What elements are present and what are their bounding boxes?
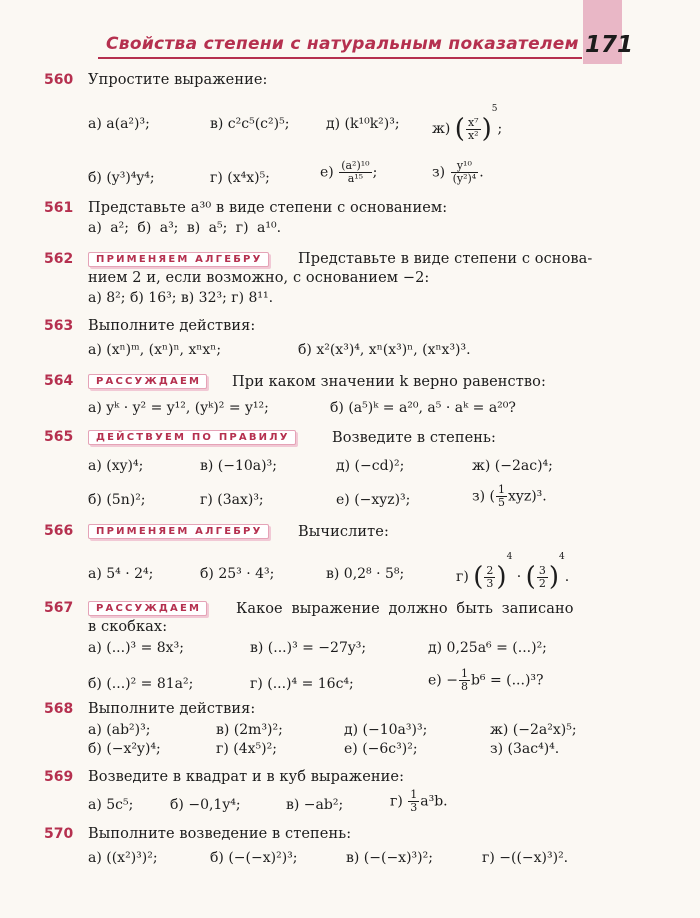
problem-text: Представьте в виде степени с основа- (298, 251, 593, 267)
item: а) (xⁿ)ᵐ, (xⁿ)ⁿ, xⁿxⁿ; (88, 342, 222, 358)
item: а) (...)³ = 8x³; (88, 640, 184, 656)
item-fraction: з) $\frac{\text{y¹⁰}}{\text{(y²)⁴}}$ . (432, 159, 484, 185)
problem-number: 560 (44, 72, 74, 88)
problem-number: 570 (44, 826, 74, 842)
item: б) (−x²y)⁴; (88, 741, 161, 757)
item: ж) (−2ac)⁴; (472, 458, 553, 474)
items-row: а) 8²; б) 16³; в) 32³; г) 8¹¹. (88, 290, 274, 306)
item-fraction: е) − $\frac{1}{8}$ b⁶ = (...)³? (428, 667, 544, 693)
section-tag: ДЕЙСТВУЕМ ПО ПРАВИЛУ (88, 430, 296, 445)
item: в) (2m³)²; (216, 722, 283, 738)
section-tag: РАССУЖДАЕМ (88, 374, 207, 389)
item: г) −((−x)³)². (482, 850, 569, 866)
item: б) (a⁵)ᵏ = a²⁰, a⁵ · aᵏ = a²⁰? (330, 400, 516, 416)
item: б) 25³ · 4³; (200, 566, 275, 582)
problem-text: в скобках: (88, 619, 168, 635)
problem-number: 561 (44, 200, 74, 216)
problem-text: Упростите выражение: (88, 72, 268, 88)
problem-text: нием 2 и, если возможно, с основанием −2: (88, 270, 430, 286)
item: б) (−(−x)²)³; (210, 850, 298, 866)
problem-number: 569 (44, 769, 74, 785)
item: з) (3ac⁴)⁴. (490, 741, 560, 757)
item: а) (ab²)³; (88, 722, 151, 738)
item: г) (4x⁵)²; (216, 741, 277, 757)
section-tag: РАССУЖДАЕМ (88, 601, 207, 616)
page-header (0, 0, 700, 64)
item: в) (−10a)³; (200, 458, 277, 474)
problem-number: 562 (44, 251, 74, 267)
item: б) x²(x³)⁴, xⁿ(x³)ⁿ, (xⁿx³)³. (298, 342, 471, 358)
item: д) (−10a³)³; (344, 722, 428, 738)
items-row: а) a²; б) a³; в) a⁵; г) a¹⁰. (88, 220, 282, 236)
page-number: 171 (585, 32, 634, 58)
problem-text: При каком значении k верно равенство: (232, 374, 546, 390)
header-title: Свойства степени с натуральным показателем (106, 34, 579, 54)
section-tag: ПРИМЕНЯЕМ АЛГЕБРУ (88, 252, 269, 267)
item: а) yᵏ · y² = y¹², (yᵏ)² = y¹²; (88, 400, 269, 416)
item: а) 5c⁵; (88, 797, 134, 813)
item: д) 0,25a⁶ = (...)²; (428, 640, 547, 656)
item: д) (−cd)²; (336, 458, 405, 474)
problem-number: 563 (44, 318, 74, 334)
problem-text: Выполните возведение в степень: (88, 826, 352, 842)
problem-number: 567 (44, 600, 74, 616)
item-fraction: ж) ( $\frac{\text{x⁷}}{\text{x²}}$ )$^5$; (432, 104, 503, 144)
problem-number: 565 (44, 429, 74, 445)
problem-text: Выполните действия: (88, 701, 256, 717)
item: г) (...)⁴ = 16c⁴; (250, 676, 354, 692)
item: в) (−(−x)³)²; (346, 850, 433, 866)
problem-number: 568 (44, 701, 74, 717)
item: г) (x⁴x)⁵; (210, 170, 270, 186)
item: д) (k¹⁰k²)³; (326, 116, 400, 132)
item: в) c²c⁵(c²)⁵; (210, 116, 290, 132)
item-fraction: г) ( $\frac{2}{3}$ )$^4$ · ( $\frac{3}{2}$ )$^4$. (456, 552, 570, 592)
item: б) −0,1y⁴; (170, 797, 241, 813)
item: б) (...)² = 81a²; (88, 676, 194, 692)
problem-text: Представьте a³⁰ в виде степени с основанием: (88, 200, 448, 216)
item: а) (xy)⁴; (88, 458, 144, 474)
item: а) a(a²)³; (88, 116, 150, 132)
section-tag: ПРИМЕНЯЕМ АЛГЕБРУ (88, 524, 269, 539)
item: в) (...)³ = −27y³; (250, 640, 367, 656)
item: е) (−xyz)³; (336, 492, 411, 508)
item: в) −ab²; (286, 797, 344, 813)
header-rule (98, 57, 582, 59)
problem-text: Возведите в квадрат и в куб выражение: (88, 769, 405, 785)
item: в) 0,2⁸ · 5⁸; (326, 566, 405, 582)
item: б) (y³)⁴y⁴; (88, 170, 155, 186)
item: ж) (−2a²x)⁵; (490, 722, 577, 738)
item: г) (3ax)³; (200, 492, 264, 508)
problem-text: Возведите в степень: (332, 430, 497, 446)
problem-text: Вычислите: (298, 524, 389, 540)
problem-number: 566 (44, 523, 74, 539)
problem-number: 564 (44, 373, 74, 389)
item: б) (5n)²; (88, 492, 146, 508)
item-fraction: г) $\frac{1}{3}$ a³b. (390, 788, 448, 814)
item: е) (−6c³)²; (344, 741, 418, 757)
problem-text: Выполните действия: (88, 318, 256, 334)
item: а) ((x²)³)²; (88, 850, 158, 866)
problem-text: Какое выражение должно быть записано (236, 601, 574, 617)
item-fraction: е) $\frac{\text{(a²)¹⁰}}{\text{a¹⁵}}$ ; (320, 159, 378, 185)
item: а) 5⁴ · 2⁴; (88, 566, 154, 582)
item-fraction: з) ( $\frac{1}{5}$ xyz)³. (472, 483, 547, 509)
